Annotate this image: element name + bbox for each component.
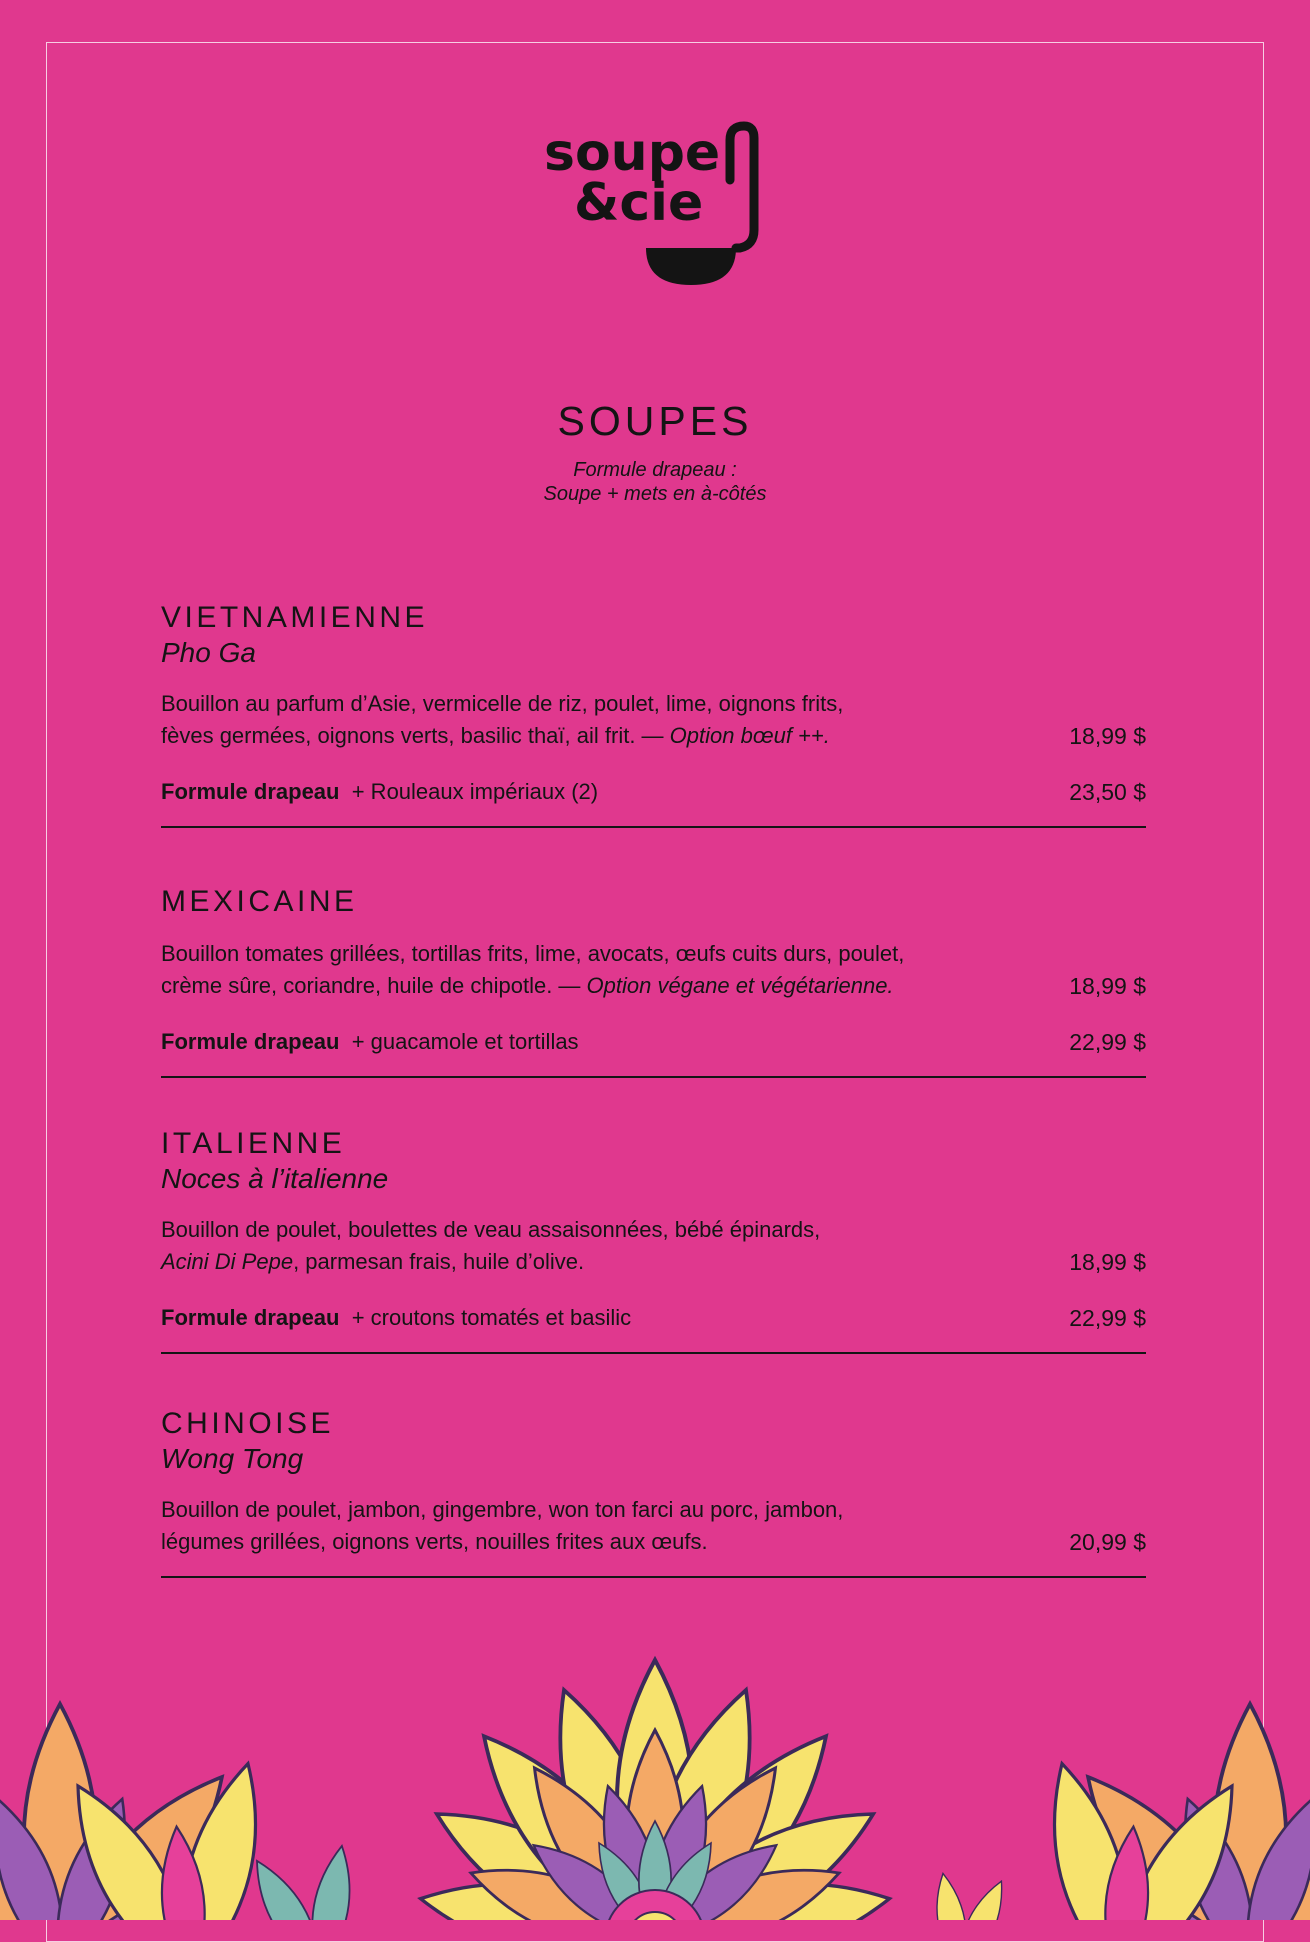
formule-price: 22,99 $ xyxy=(1069,1029,1146,1055)
dish-description-row xyxy=(161,938,1146,1002)
formule-label: Formule drapeau xyxy=(161,779,340,804)
description-line-1: Bouillon de poulet, boulettes de veau assaisonnées, bébé épinards, xyxy=(161,1217,821,1242)
description-line-1: Bouillon de poulet, jambon, gingembre, won ton farci au porc, jambon, xyxy=(161,1497,844,1522)
dish-mexicaine xyxy=(161,884,1146,1078)
svg-text:&cie: &cie xyxy=(574,173,704,233)
formule-label: Formule drapeau xyxy=(161,1029,340,1054)
dish-price: 20,99 $ xyxy=(1069,1529,1146,1555)
dish-description-row xyxy=(161,1494,1146,1558)
divider xyxy=(161,1076,1146,1078)
dish-vietnamienne xyxy=(161,600,1146,828)
dish-chinoise xyxy=(161,1406,1146,1578)
dish-description xyxy=(161,938,1061,1002)
formule-price: 23,50 $ xyxy=(1069,779,1146,805)
svg-text:soupe: soupe xyxy=(544,123,721,183)
dish-description xyxy=(161,1214,1021,1278)
dish-description xyxy=(161,688,1021,752)
dish-name: CHINOISE xyxy=(161,1407,335,1440)
dish-price: 18,99 $ xyxy=(1069,973,1146,999)
dish-name: MEXICAINE xyxy=(161,885,358,918)
dish-subtitle: Pho Ga xyxy=(161,637,256,668)
section-subtitle-line1: Formule drapeau : xyxy=(573,459,737,481)
dish-name: VIETNAMIENNE xyxy=(161,601,429,634)
description-option: Option bœuf ++. xyxy=(669,723,830,748)
dish-price: 18,99 $ xyxy=(1069,723,1146,749)
divider xyxy=(161,1576,1146,1578)
description-line-2: légumes grillées, oignons verts, nouilles frites aux œufs. xyxy=(161,1529,708,1554)
soupe-et-cie-logo xyxy=(540,120,770,290)
divider xyxy=(161,826,1146,828)
formule-row xyxy=(161,1026,1146,1058)
dish-description-row xyxy=(161,1214,1146,1278)
description-line-2: crème sûre, coriandre, huile de chipotle. — xyxy=(161,973,587,998)
description-option: Option végane et végétarienne. xyxy=(586,973,894,998)
dish-description-row xyxy=(161,688,1146,752)
description-line-1: Bouillon au parfum d’Asie, vermicelle de riz, poulet, lime, oignons frits, xyxy=(161,691,844,716)
dish-italienne xyxy=(161,1126,1146,1354)
formule-text: + croutons tomatés et basilic xyxy=(351,1305,632,1330)
section-subtitle-line2: Soupe + mets en à-côtés xyxy=(543,483,767,505)
dish-subtitle: Wong Tong xyxy=(161,1443,304,1474)
description-line-1: Bouillon tomates grillées, tortillas frits, lime, avocats, œufs cuits durs, poulet, xyxy=(161,941,905,966)
formule-row xyxy=(161,776,1146,808)
floral-mandala-decoration xyxy=(0,1640,1310,1920)
formule-text: + Rouleaux impériaux (2) xyxy=(351,779,599,804)
section-title: SOUPES xyxy=(557,398,753,444)
formule-row xyxy=(161,1302,1146,1334)
divider xyxy=(161,1352,1146,1354)
dish-subtitle: Noces à l’italienne xyxy=(161,1163,389,1194)
description-line-2: fèves germées, oignons verts, basilic thaï, ail frit. — xyxy=(161,723,670,748)
description-line-2: , parmesan frais, huile d’olive. xyxy=(293,1249,585,1274)
dish-price: 18,99 $ xyxy=(1069,1249,1146,1275)
description-pasta: Acini Di Pepe xyxy=(161,1249,294,1274)
dish-description xyxy=(161,1494,1021,1558)
dish-name: ITALIENNE xyxy=(161,1127,346,1160)
formule-label: Formule drapeau xyxy=(161,1305,340,1330)
formule-price: 22,99 $ xyxy=(1069,1305,1146,1331)
formule-text: + guacamole et tortillas xyxy=(351,1029,579,1054)
